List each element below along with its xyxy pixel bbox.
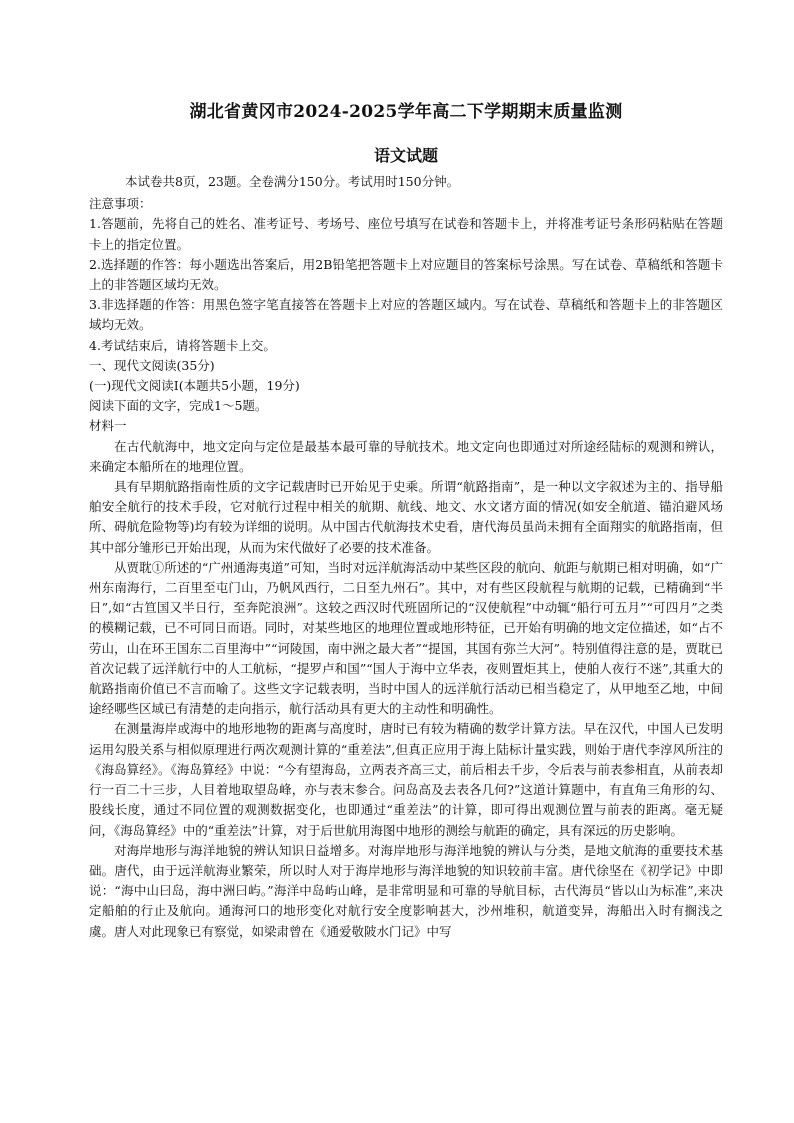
section-heading: 一、现代文阅读(35分) [89, 357, 215, 373]
body-paragraph: 对海岸地形与海洋地貌的辨认知识日益增多。对海岸地形与海洋地貌的辨认与分类，是地文航海的重要技术基础。唐代，由于远洋航海业繁荣，所以时人对于海岸地形与海洋地貌的知识较前丰富。唐代徐坚在《初学记》中即说：“海中山曰岛，海中洲曰屿。”海洋中岛屿山峰，是非常明显和可靠的导航目标，古代海员“皆以山为标准”,来决定船舶的行止及航向。通海河口的地形变化对航行安全度影响甚大，沙州堆积，航道变异，海船出入时有搁浅之虞。唐人对此现象已有察觉，如梁肃曾在《通爱敬陂水门记》中写 [89, 842, 723, 939]
notes-item: 4.考试结束后，请将答题卡上交。 [89, 337, 276, 353]
section-instruction: 阅读下面的文字，完成1～5题。 [89, 398, 268, 414]
notes-item: 1.答题前，先将自己的姓名、准考证号、考场号、座位号填写在试卷和答题卡上，并将准考证号条形码粘贴在答题卡上的指定位置。 [89, 216, 723, 252]
body-paragraph: 在测量海岸或海中的地形地物的距离与高度时，唐时已有较为精确的数学计算方法。早在汉代，中国人已发明运用勾股关系与相似原理进行两次观测计算的“重差法”,但真正应用于海上陆标计量实践，则始于唐代李淳风所注的《海岛算经》。《海岛算经》中说：“今有望海岛，立两表齐高三丈，前后相去千步，令后表与前表参相直，从前表却行一百二十三步，人目着地取望岛峰，亦与表末参合。问岛高及去表各几何?”这道计算题中，有直角三角形的勾、股线长度，通过不同位置的观测数据变化，也即通过“重差法”的计算，即可得出观测位置与前表的距离。毫无疑问，《海岛算经》中的“重差法”计算，对于后世航用海图中地形的测绘与航距的确定，具有深远的历史影响。 [89, 721, 723, 838]
page-title: 湖北省黄冈市2024-2025学年高二下学期期末质量监测 [189, 102, 623, 122]
exam-intro: 本试卷共8页，23题。全卷满分150分。考试用时150分钟。 [125, 174, 460, 189]
subsection-heading: (一)现代文阅读Ⅰ(本题共5小题，19分) [89, 378, 300, 394]
notes-item: 2.选择题的作答：每小题选出答案后，用2B铅笔把答题卡上对应题目的答案标号涂黑。写在试卷、草稿纸和答题卡上的非答题区域均无效。 [89, 256, 723, 293]
body-paragraph: 在古代航海中，地文定向与定位是最基本最可靠的导航技术。地文定向也即通过对所途经陆标的观测和辨认，来确定本船所在的地理位置。 [89, 438, 723, 474]
notes-section [89, 194, 723, 356]
exam-page [89, 100, 723, 942]
reading-section [89, 356, 723, 942]
notes-heading: 注意事项： [89, 196, 152, 212]
body-paragraph: 从贾耽①所述的“广州通海夷道”可知，当时对远洋航海活动中某些区段的航向、航距与航期已相对明确，如“广州东南海行，二百里至屯门山，乃帆风西行，二日至九州石”。其中，对有些区段航程与航期的记载，已精确到“半日”,如“古笪国又半日行，至奔陀浪洲”。这较之西汉时代班固所记的“汉使航程”中动辄“船行可五月”“可四月”之类的模糊记载，已不可同日而语。同时，对某些地区的地理位置或地形特征，已开始有明确的地文定位描述，如“占不劳山，山在环王国东二百里海中”“诃陵国，南中洲之最大者”“提国，其国有弥兰大河”。特别值得注意的是，贾耽已首次记载了远洋航行中的人工航标，“提罗卢和国”“国人于海中立华表，夜则置炬其上，使舶人夜行不迷”,其重大的航路指南价值已不言而喻了。这些文字记载表明，当时中国人的远洋航行活动已相当稳定了，从甲地至乙地，中间途经哪些区域已有清楚的走向指示，航行活动具有更大的主动性和明确性。 [89, 559, 723, 717]
page-subtitle: 语文试题 [373, 146, 438, 165]
notes-item: 3.非选择题的作答：用黑色签字笔直接答在答题卡上对应的答题区域内。写在试卷、草稿纸和答题卡上的非答题区域均无效。 [89, 297, 723, 333]
body-paragraph: 具有早期航路指南性质的文字记载唐时已开始见于史乘。所谓“航路指南”，是一种以文字叙述为主的、指导船舶安全航行的技术手段，它对航行过程中相关的航期、航线、地文、水文诸方面的情况(如安全航道、锚泊避风场所、碍航危险物等)均有较为详细的说明。从中国古代航海技术史看，唐代海员虽尚未拥有全面翔实的航路指南，但其中部分雏形已开始出现，从而为宋代做好了必要的技术准备。 [89, 479, 723, 555]
material-label: 材料一 [89, 418, 127, 434]
